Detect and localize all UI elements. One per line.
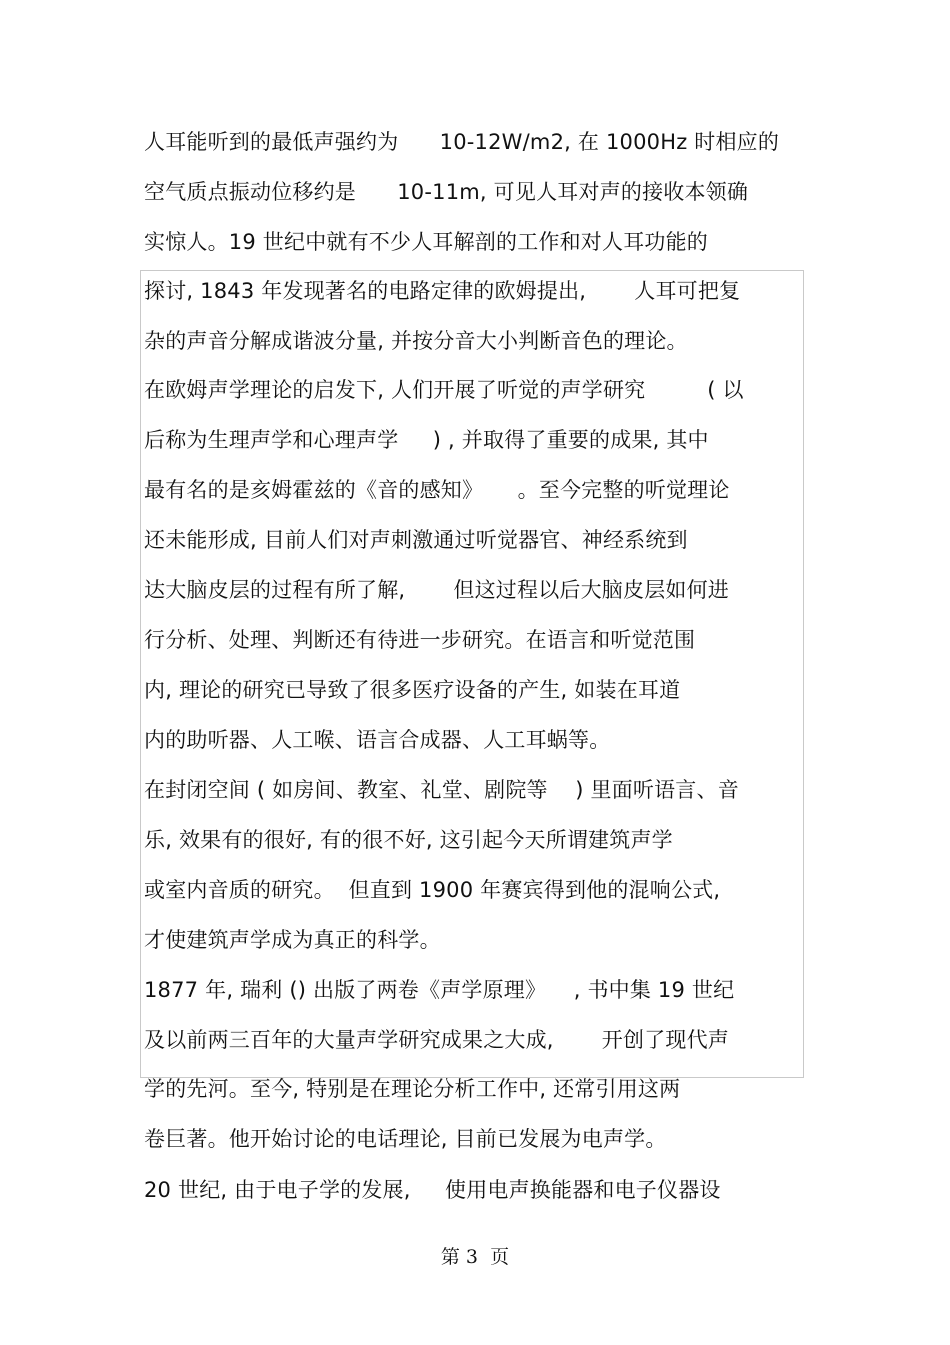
text-line: 探讨, 1843 年发现著名的电路定律的欧姆提出, 人耳可把复: [144, 279, 741, 303]
text-line: 在欧姆声学理论的启发下, 人们开展了听觉的声学研究 ( 以: [144, 378, 744, 402]
text-line: 内的助听器、人工喉、语言合成器、人工耳蜗等。: [144, 728, 611, 752]
text-line: 人耳能听到的最低声强约为 10-12W/m2, 在 1000Hz 时相应的: [144, 130, 780, 154]
text-line: 20 世纪, 由于电子学的发展, 使用电声换能器和电子仪器设: [144, 1178, 721, 1202]
text-line: 还未能形成, 目前人们对声刺激通过听觉器官、神经系统到: [144, 528, 688, 552]
text-line: 学的先河。至今, 特别是在理论分析工作中, 还常引用这两: [144, 1077, 681, 1101]
page-number: 第 3 页: [440, 1246, 510, 1268]
text-line: 达大脑皮层的过程有所了解, 但这过程以后大脑皮层如何进: [144, 578, 729, 602]
text-line: 空气质点振动位移约是 10-11m, 可见人耳对声的接收本领确: [144, 180, 749, 204]
text-line: 内, 理论的研究已导致了很多医疗设备的产生, 如装在耳道: [144, 678, 681, 702]
text-line: 及以前两三百年的大量声学研究成果之大成, 开创了现代声: [144, 1028, 729, 1052]
text-line: 乐, 效果有的很好, 有的很不好, 这引起今天所谓建筑声学: [144, 828, 673, 852]
text-line: 卷巨著。他开始讨论的电话理论, 目前已发展为电声学。: [144, 1127, 667, 1151]
text-line: 才使建筑声学成为真正的科学。: [144, 928, 441, 952]
text-line: 1877 年, 瑞利 () 出版了两卷《声学原理》 , 书中集 19 世纪: [144, 978, 735, 1002]
text-line: 实惊人。19 世纪中就有不少人耳解剖的工作和对人耳功能的: [144, 230, 708, 254]
text-line: 最有名的是亥姆霍兹的《音的感知》 。至今完整的听觉理论: [144, 478, 730, 502]
text-line: 杂的声音分解成谐波分量, 并按分音大小判断音色的理论。: [144, 329, 688, 353]
text-line: 或室内音质的研究。 但直到 1900 年赛宾得到他的混响公式,: [144, 878, 721, 902]
text-line: 行分析、处理、判断还有待进一步研究。在语言和听觉范围: [144, 628, 696, 652]
text-line: 后称为生理声学和心理声学 ) , 并取得了重要的成果, 其中: [144, 428, 709, 452]
text-line: 在封闭空间 ( 如房间、教室、礼堂、剧院等 ) 里面听语言、音: [144, 778, 739, 802]
